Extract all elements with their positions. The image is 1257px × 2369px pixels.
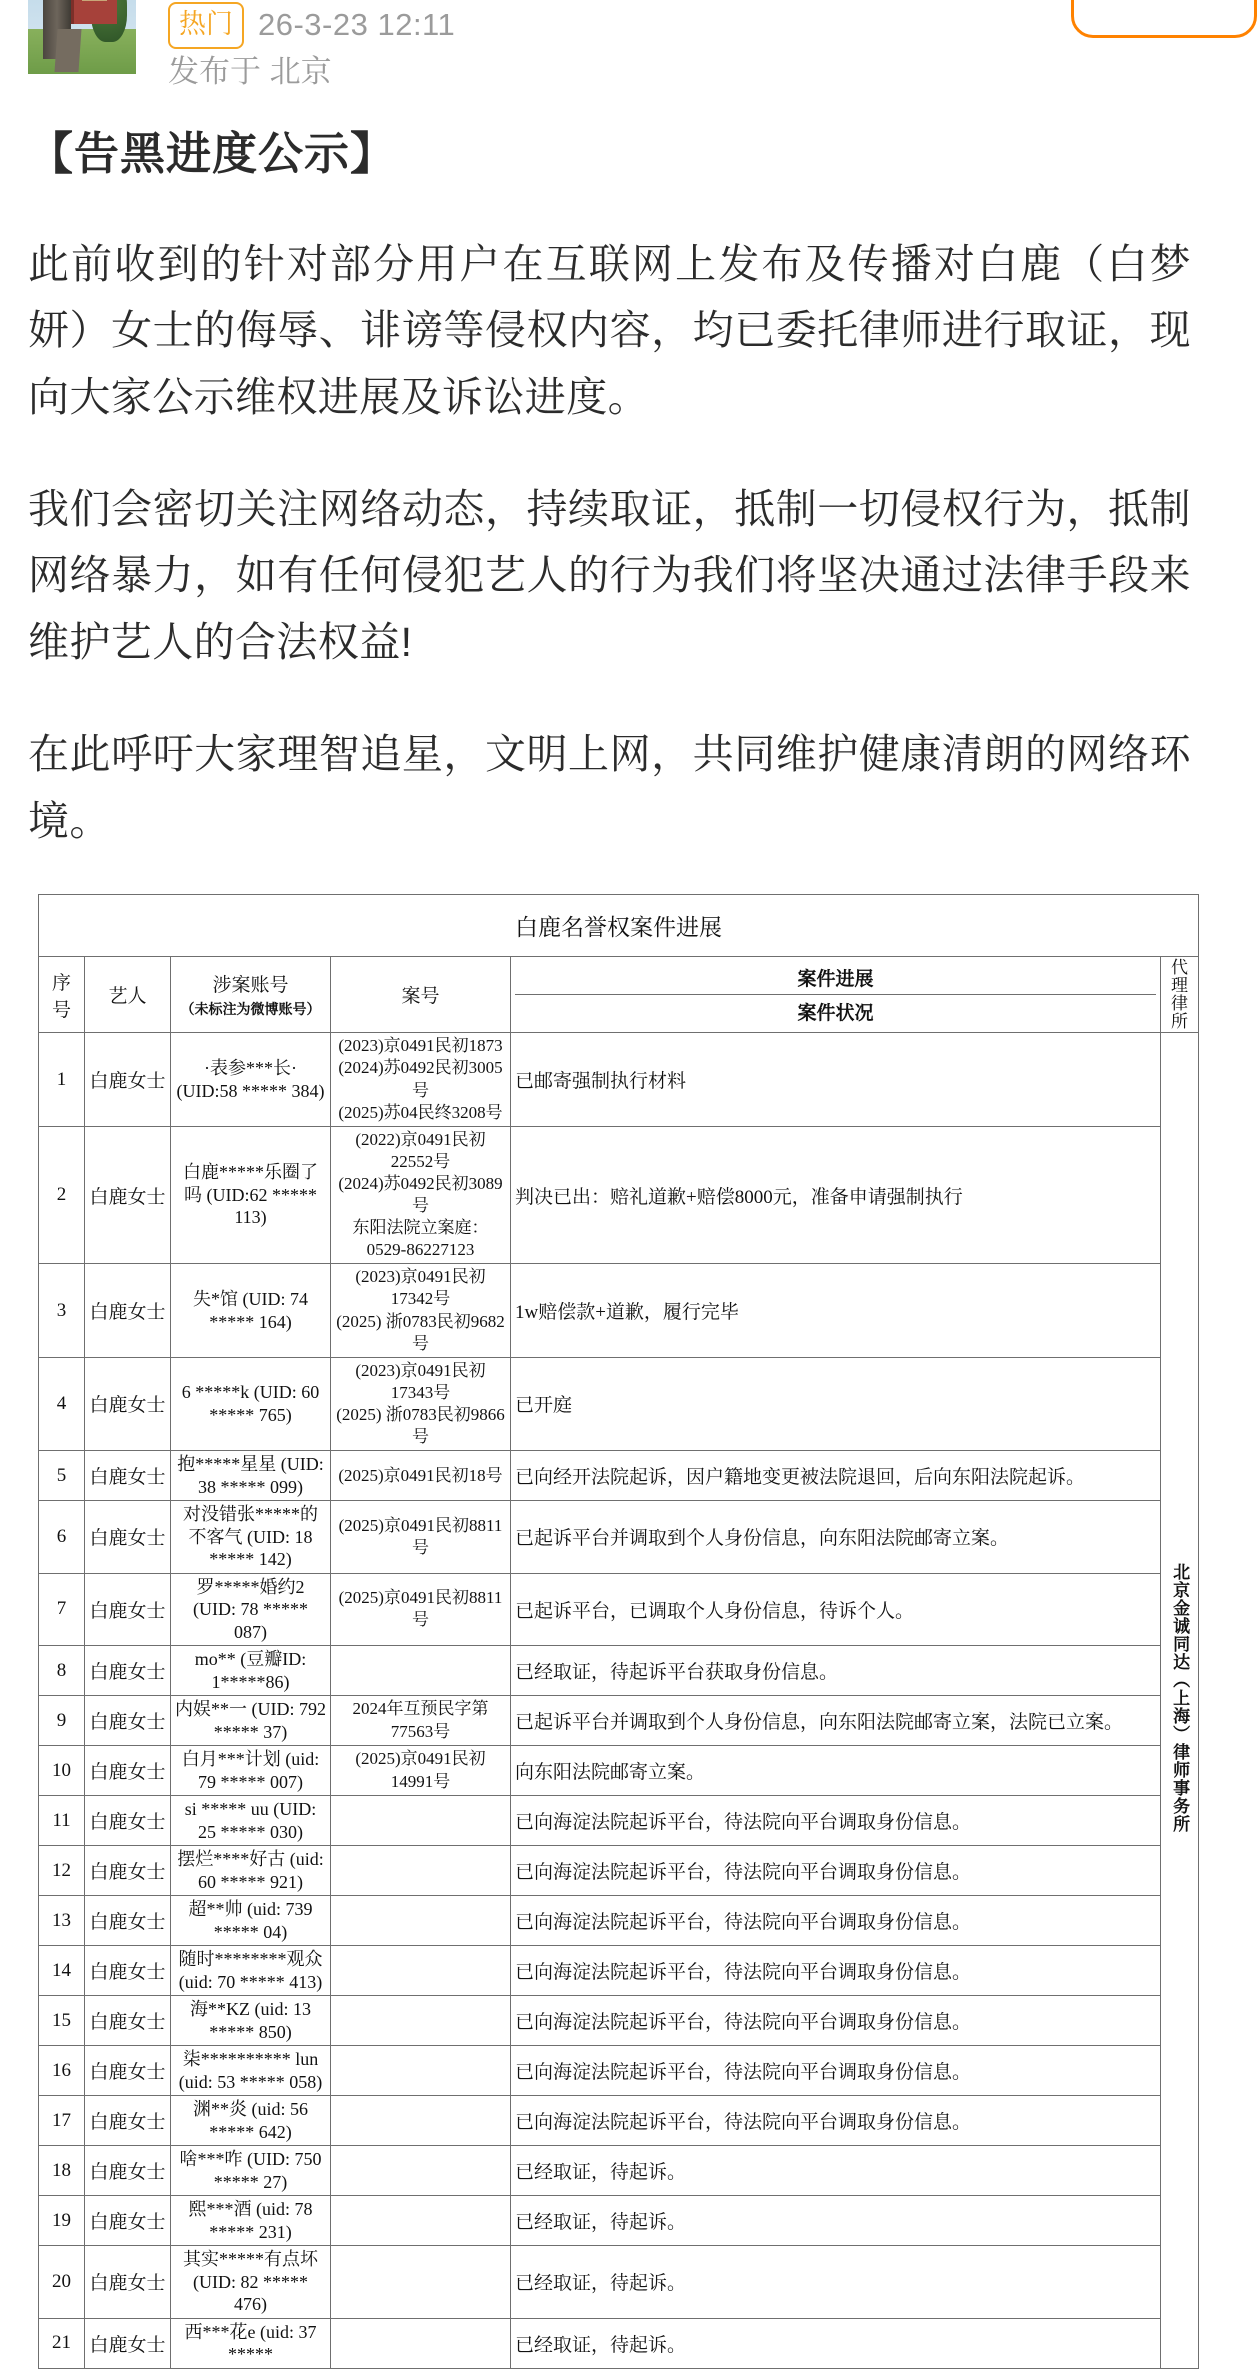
cell-artist: 白鹿女士 (85, 1501, 171, 1574)
cell-artist: 白鹿女士 (85, 1946, 171, 1996)
cell-account: 白鹿*****乐圈了吗 (UID:62 ***** 113) (171, 1126, 331, 1264)
cell-case_no: (2025)京0491民初14991号 (331, 1746, 511, 1796)
cell-account: 超**帅 (uid: 739 ***** 04) (171, 1896, 331, 1946)
col-header-firm-line2: 律所 (1171, 993, 1188, 1031)
cell-progress: 已经取证，待起诉平台获取身份信息。 (511, 1646, 1161, 1696)
cell-no: 15 (39, 1996, 85, 2046)
cell-case_no: (2023)京0491民初1873 (2024)苏0492民初3005号 (2025)苏04民终3208号 (331, 1033, 511, 1126)
cell-progress: 已起诉平台并调取到个人身份信息，向东阳法院邮寄立案，法院已立案。 (511, 1696, 1161, 1746)
cell-artist: 白鹿女士 (85, 2318, 171, 2368)
cell-no: 8 (39, 1646, 85, 1696)
cell-no: 2 (39, 1126, 85, 1264)
cell-progress: 已向经开法院起诉，因户籍地变更被法院退回，后向东阳法院起诉。 (511, 1451, 1161, 1501)
table-row (39, 1501, 1199, 1574)
cell-account: 渊**炎 (uid: 56 ***** 642) (171, 2096, 331, 2146)
col-header-progress (511, 957, 1161, 1033)
col-header-account-main: 涉案账号 (212, 975, 289, 997)
table-title-row (39, 895, 1199, 957)
cell-no: 12 (39, 1846, 85, 1896)
cell-artist: 白鹿女士 (85, 1896, 171, 1946)
col-header-artist: 艺人 (85, 957, 171, 1033)
cell-progress: 已向海淀法院起诉平台，待法院向平台调取身份信息。 (511, 2096, 1161, 2146)
cell-artist: 白鹿女士 (85, 1746, 171, 1796)
table-row (39, 1033, 1199, 1126)
cell-account: si ***** uu (UID: 25 ***** 030) (171, 1796, 331, 1846)
table-row (39, 1451, 1199, 1501)
avatar-post (55, 29, 82, 72)
cell-artist: 白鹿女士 (85, 2046, 171, 2096)
cell-progress: 已向海淀法院起诉平台，待法院向平台调取身份信息。 (511, 1946, 1161, 1996)
case-progress-table (38, 894, 1199, 2369)
table-header-row (39, 957, 1199, 1033)
cell-case_no (331, 1946, 511, 1996)
col-header-firm-line1: 代理 (1171, 958, 1188, 995)
cell-no: 18 (39, 2146, 85, 2196)
cell-no: 7 (39, 1573, 85, 1646)
avatar[interactable] (28, 0, 136, 74)
cell-case_no (331, 1646, 511, 1696)
cell-progress: 1w赔偿款+道歉，履行完毕 (511, 1264, 1161, 1357)
cell-artist: 白鹿女士 (85, 2246, 171, 2319)
cell-artist: 白鹿女士 (85, 1573, 171, 1646)
cell-progress: 已起诉平台并调取到个人身份信息，向东阳法院邮寄立案。 (511, 1501, 1161, 1574)
table-row (39, 1646, 1199, 1696)
cell-progress: 已向海淀法院起诉平台，待法院向平台调取身份信息。 (511, 1896, 1161, 1946)
cell-progress: 判决已出：赔礼道歉+赔偿8000元，准备申请强制执行 (511, 1126, 1161, 1264)
cell-no: 3 (39, 1264, 85, 1357)
cell-case_no: (2025)京0491民初18号 (331, 1451, 511, 1501)
cell-case_no: (2025)京0491民初8811号 (331, 1501, 511, 1574)
post-timestamp: 26-3-23 12:11 (258, 7, 456, 42)
cell-account: 海**KZ (uid: 13 ***** 850) (171, 1996, 331, 2046)
table-row (39, 2046, 1199, 2096)
cell-law-firm (1161, 1033, 1199, 2368)
cell-progress: 已经取证，待起诉。 (511, 2246, 1161, 2319)
cell-account: mo** (豆瓣ID: 1*****86) (171, 1646, 331, 1696)
cell-progress: 已起诉平台，已调取个人身份信息，待诉个人。 (511, 1573, 1161, 1646)
cell-artist: 白鹿女士 (85, 1696, 171, 1746)
cell-account: 其实*****有点坏 (UID: 82 ***** 476) (171, 2246, 331, 2319)
table-row (39, 1946, 1199, 1996)
cell-account: 西***花e (uid: 37 ***** (171, 2318, 331, 2368)
table-row (39, 1126, 1199, 1264)
avatar-barn (71, 0, 117, 24)
cell-artist: 白鹿女士 (85, 1126, 171, 1264)
table-row (39, 1696, 1199, 1746)
cell-no: 20 (39, 2246, 85, 2319)
col-header-progress-line2: 案件状况 (797, 1003, 874, 1025)
cell-case_no: 2024年互预民字第77563号 (331, 1696, 511, 1746)
cell-case_no: (2025)京0491民初8811号 (331, 1573, 511, 1646)
cell-no: 11 (39, 1796, 85, 1846)
cell-artist: 白鹿女士 (85, 1996, 171, 2046)
cell-progress: 已向海淀法院起诉平台，待法院向平台调取身份信息。 (511, 1846, 1161, 1896)
cell-no: 19 (39, 2196, 85, 2246)
cell-artist: 白鹿女士 (85, 1357, 171, 1450)
cell-progress: 已向海淀法院起诉平台，待法院向平台调取身份信息。 (511, 1996, 1161, 2046)
cell-artist: 白鹿女士 (85, 1033, 171, 1126)
cell-artist: 白鹿女士 (85, 1646, 171, 1696)
cell-case_no (331, 2246, 511, 2319)
cell-progress: 已经取证，待起诉。 (511, 2146, 1161, 2196)
cell-case_no (331, 1846, 511, 1896)
table-row (39, 1264, 1199, 1357)
post-paragraph-3: 在此呼吁大家理智追星，文明上网，共同维护健康清朗的网络环境。 (28, 731, 1191, 844)
table-row (39, 1573, 1199, 1646)
cell-case_no (331, 2318, 511, 2368)
cell-case_no (331, 2146, 511, 2196)
table-row (39, 2096, 1199, 2146)
post-header (0, 0, 1215, 100)
cell-progress: 已邮寄强制执行材料 (511, 1033, 1161, 1126)
follow-button[interactable] (1071, 0, 1257, 38)
cell-artist: 白鹿女士 (85, 1846, 171, 1896)
table-title: 白鹿名誉权案件进展 (39, 895, 1199, 957)
cell-no: 17 (39, 2096, 85, 2146)
cell-account: 啥***咋 (UID: 750 ***** 27) (171, 2146, 331, 2196)
cell-no: 4 (39, 1357, 85, 1450)
post-paragraph-1: 此前收到的针对部分用户在互联网上发布及传播对白鹿（白梦妍）女士的侮辱、诽谤等侵权内容，均已委托律师进行取证，现向大家公示维权进展及诉讼进度。 (28, 240, 1191, 420)
cell-progress: 已向海淀法院起诉平台，待法院向平台调取身份信息。 (511, 2046, 1161, 2096)
table-row (39, 2196, 1199, 2246)
cell-case_no (331, 2046, 511, 2096)
table-row (39, 1746, 1199, 1796)
cell-artist: 白鹿女士 (85, 1796, 171, 1846)
table-row (39, 2318, 1199, 2368)
col-header-account (171, 957, 331, 1033)
cell-progress: 向东阳法院邮寄立案。 (511, 1746, 1161, 1796)
cell-artist: 白鹿女士 (85, 2096, 171, 2146)
cell-artist: 白鹿女士 (85, 2146, 171, 2196)
cell-account: 6 *****k (UID: 60 ***** 765) (171, 1357, 331, 1450)
cell-no: 6 (39, 1501, 85, 1574)
cell-account: 摆烂****好古 (uid: 60 ***** 921) (171, 1846, 331, 1896)
table-row (39, 2246, 1199, 2319)
post-paragraph-2: 我们会密切关注网络动态，持续取证，抵制一切侵权行为，抵制网络暴力，如有任何侵犯艺人的行为我们将坚决通过法律手段来维护艺人的合法权益! (28, 485, 1191, 665)
cell-case_no: (2023)京0491民初17343号 (2025) 浙0783民初9866号 (331, 1357, 511, 1450)
cell-account: 熙***酒 (uid: 78 ***** 231) (171, 2196, 331, 2246)
cell-account: 柒********** lun (uid: 53 ***** 058) (171, 2046, 331, 2096)
cell-account: 抱*****星星 (UID: 38 ***** 099) (171, 1451, 331, 1501)
cell-case_no: (2022)京0491民初22552号 (2024)苏0492民初3089号 东阳法院立案庭：0529-86227123 (331, 1126, 511, 1264)
cell-no: 16 (39, 2046, 85, 2096)
post-location: 发布于 北京 (168, 54, 332, 89)
cell-progress: 已开庭 (511, 1357, 1161, 1450)
col-header-case-no: 案号 (331, 957, 511, 1033)
col-header-firm (1161, 957, 1199, 1033)
cell-progress: 已向海淀法院起诉平台，待法院向平台调取身份信息。 (511, 1796, 1161, 1846)
post-body (0, 124, 1215, 854)
cell-no: 14 (39, 1946, 85, 1996)
cell-account: ·表参***长· (UID:58 ***** 384) (171, 1033, 331, 1126)
cell-no: 21 (39, 2318, 85, 2368)
col-header-progress-line1: 案件进展 (515, 961, 1156, 995)
cell-account: 罗*****婚约2 (UID: 78 ***** 087) (171, 1573, 331, 1646)
table-row (39, 2146, 1199, 2196)
cell-case_no (331, 1796, 511, 1846)
cell-no: 9 (39, 1696, 85, 1746)
cell-case_no (331, 2196, 511, 2246)
cell-no: 13 (39, 1896, 85, 1946)
law-firm-vertical-text: 北京金诚同达（上海）律师事务所 (1170, 1562, 1190, 1833)
cell-account: 随时********观众 (uid: 70 ***** 413) (171, 1946, 331, 1996)
table-row (39, 1896, 1199, 1946)
cell-case_no: (2023)京0491民初17342号 (2025) 浙0783民初9682号 (331, 1264, 511, 1357)
cell-no: 5 (39, 1451, 85, 1501)
cell-account: 对没错张*****的不客气 (UID: 18 ***** 142) (171, 1501, 331, 1574)
col-header-account-sub: （未标注为微博账号） (180, 1003, 321, 1019)
cell-account: 白月***计划 (uid: 79 ***** 007) (171, 1746, 331, 1796)
cell-case_no (331, 1896, 511, 1946)
col-header-no: 序号 (39, 957, 85, 1033)
cell-artist: 白鹿女士 (85, 1451, 171, 1501)
post-title: 【告黑进度公示】 (28, 128, 397, 179)
cell-no: 1 (39, 1033, 85, 1126)
table-row (39, 1846, 1199, 1896)
case-table-image[interactable] (0, 894, 1215, 2369)
cell-artist: 白鹿女士 (85, 2196, 171, 2246)
cell-artist: 白鹿女士 (85, 1264, 171, 1357)
cell-case_no (331, 2096, 511, 2146)
cell-case_no (331, 1996, 511, 2046)
cell-account: 失*馆 (UID: 74 ***** 164) (171, 1264, 331, 1357)
cell-progress: 已经取证，待起诉。 (511, 2196, 1161, 2246)
table-row (39, 1357, 1199, 1450)
table-row (39, 1796, 1199, 1846)
cell-progress: 已经取证，待起诉。 (511, 2318, 1161, 2368)
cell-no: 10 (39, 1746, 85, 1796)
post-meta (168, 0, 455, 50)
cell-account: 内娱**一 (UID: 792 ***** 37) (171, 1696, 331, 1746)
hot-badge[interactable]: 热门 (168, 2, 244, 49)
table-row (39, 1996, 1199, 2046)
